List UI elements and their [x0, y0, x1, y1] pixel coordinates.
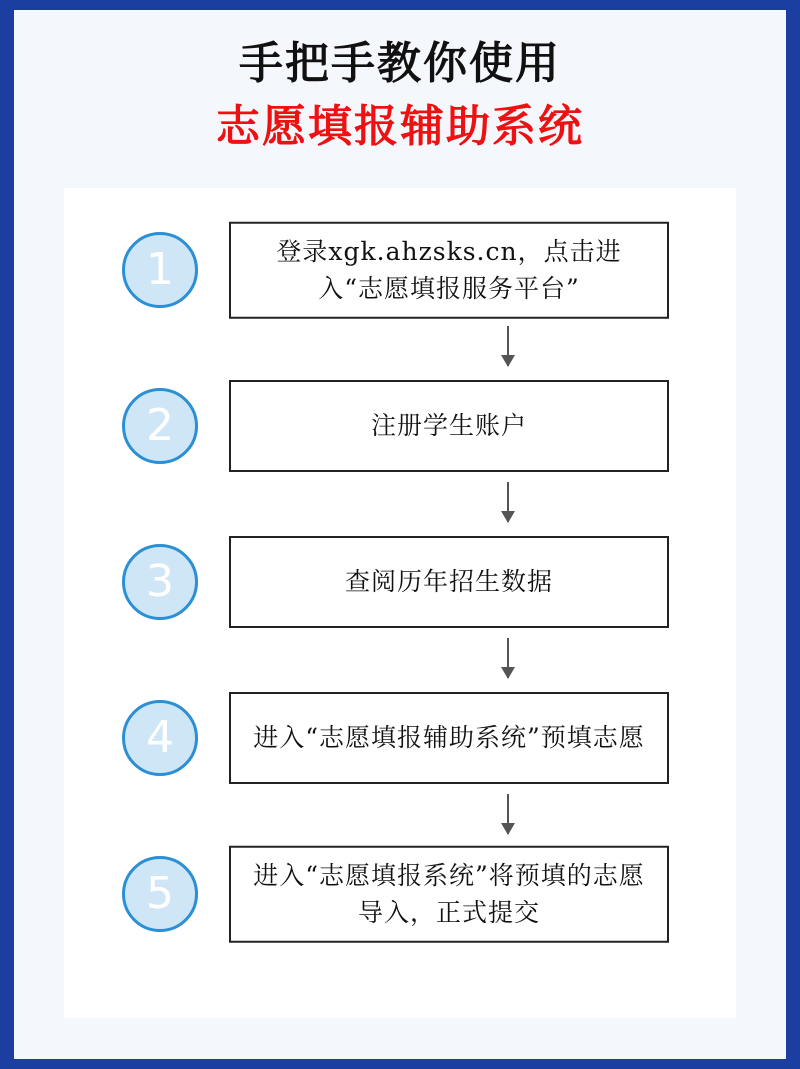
step-text: 登录xgk.ahzsks.cn，点击进入“志愿填报服务平台”: [276, 237, 622, 303]
flow-step-3: [64, 526, 736, 638]
flow-arrow-1-2: [507, 326, 509, 366]
step-box: [229, 222, 669, 319]
title-block: [14, 10, 786, 156]
poster-inner: [14, 10, 786, 1059]
step-number-badge: 2: [122, 388, 198, 464]
step-text: 查阅历年招生数据: [344, 567, 553, 597]
step-number-badge: 4: [122, 700, 198, 776]
flow-arrow-2-3: [507, 482, 509, 522]
step-box: [229, 846, 669, 943]
step-box: [229, 380, 669, 472]
step-text: 进入“志愿填报辅助系统”预填志愿: [253, 723, 645, 753]
step-text: 进入“志愿填报系统”将预填的志愿导入，正式提交: [253, 861, 645, 927]
flow-step-1: [64, 214, 736, 326]
flow-step-2: [64, 370, 736, 482]
title-line-primary: 手把手教你使用: [239, 38, 561, 89]
step-number-badge: 1: [122, 232, 198, 308]
flow-arrow-3-4: [507, 638, 509, 678]
step-box: [229, 692, 669, 784]
flowchart: [64, 214, 736, 950]
arrow-head-icon: [501, 823, 515, 835]
flow-arrow-4-5: [507, 794, 509, 834]
arrow-head-icon: [501, 667, 515, 679]
step-box: [229, 536, 669, 628]
flow-step-5: [64, 838, 736, 950]
flowchart-card: [64, 188, 736, 1018]
arrow-head-icon: [501, 355, 515, 367]
flow-step-4: [64, 682, 736, 794]
step-text: 注册学生账户: [370, 411, 527, 441]
step-number-badge: 3: [122, 544, 198, 620]
arrow-head-icon: [501, 511, 515, 523]
title-line-secondary: 志愿填报辅助系统: [216, 101, 584, 152]
step-number-badge: 5: [122, 856, 198, 932]
